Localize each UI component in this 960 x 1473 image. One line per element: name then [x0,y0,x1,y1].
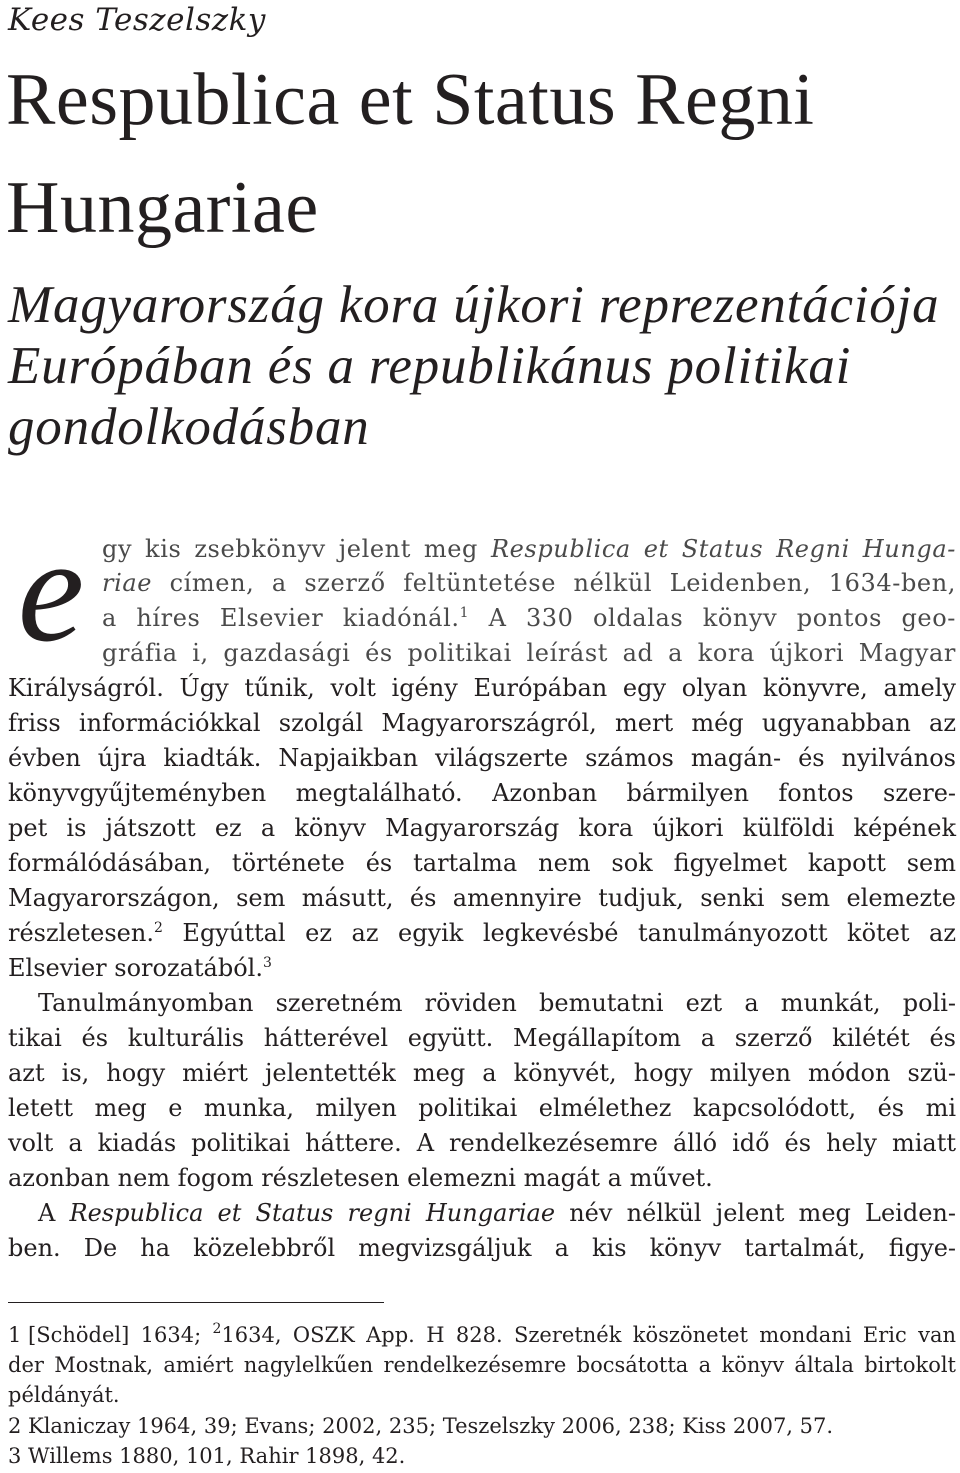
body-line: könyvgyűjteményben megtalálható. Azonban bármilyen fontos szere- [8,779,956,807]
footnote-rule [8,1302,384,1303]
body-line: volt a kiadás politikai háttere. A rendelkezésemre álló idő és hely miatt [8,1129,956,1157]
footnote-1-line-2: der Mostnak, amiért nagylelkűen rendelkezésemre bocsátotta a könyv általa birtokolt [8,1353,956,1377]
subtitle-line-2: Európában és a republikánus politikai [8,337,852,395]
author-name: Kees Teszelszky [8,2,266,38]
title-line-2: Hungariae [6,167,319,249]
body-line: Királyságról. Úgy tűnik, volt igény Európában egy olyan könyvre, amely [8,674,956,702]
body-line: gráfia i, gazdasági és politikai leírást ad a kora újkori Magyar [102,639,956,667]
footnote-1-line-3: példányát. [8,1383,120,1407]
footnote-2: 2 Klaniczay 1964, 39; Evans; 2002, 235; Teszelszky 2006, 238; Kiss 2007, 57. [8,1414,834,1438]
body-line: ben. De ha közelebbről megvizsgáljuk a kis könyv tartalmát, figye- [8,1234,956,1262]
subtitle-line-3: gondolkodásban [8,398,370,456]
footnote-1: 1 [Schödel] 1634; $^2$1634, OSZK App. H 828. Szeretnék köszönetet mondani Eric van [8,1321,956,1347]
body-line: azonban nem fogom részletesen elemezni magát a művet. [8,1164,713,1192]
body-line: pet is játszott ez a könyv Magyarország kora újkori külföldi képének [8,814,956,842]
body-line: gy kis zsebkönyv jelent meg Respublica et Status Regni Hunga- [102,535,956,563]
body-line: Elsevier sorozatából.$^3$ [8,954,272,982]
title-line-1: Respublica et Status Regni [6,59,815,141]
body-line: a híres Elsevier kiadónál.$^1$ A 330 oldalas könyv pontos geo- [102,604,956,632]
body-line: friss információkkal szolgál Magyarországról, mert még ugyanabban az [8,709,956,737]
body-line: formálódásában, története és tartalma nem sok figyelmet kapott sem [8,849,956,877]
subtitle-line-1: Magyarország kora újkori reprezentációja [8,276,940,334]
drop-cap: e [17,507,85,673]
body-line: részletesen.$^2$ Egyúttal ez az egyik legkevésbé tanulmányozott kötet az [8,919,956,947]
body-line: Tanulmányomban szeretném röviden bemutatni ezt a munkát, poli- [38,989,956,1017]
footnote-3: 3 Willems 1880, 101, Rahir 1898, 42. [8,1444,406,1468]
body-line: Magyarországon, sem másutt, és amennyire tudjuk, senki sem elemezte [8,884,956,912]
body-line: tikai és kulturális hátterével együtt. Megállapítom a szerző kilétét és [8,1024,956,1052]
body-line: A Respublica et Status regni Hungariae név nélkül jelent meg Leiden- [38,1199,956,1227]
body-line: évben újra kiadták. Napjaikban világszerte számos magán- és nyilvános [8,744,956,772]
body-line: riae címen, a szerző feltüntetése nélkül Leidenben, 1634-ben, [102,569,956,597]
body-line: azt is, hogy miért jelentették meg a könyvét, hogy milyen módon szü- [8,1059,956,1087]
body-line: letett meg e munka, milyen politikai elmélethez kapcsolódott, és mi [8,1094,956,1122]
